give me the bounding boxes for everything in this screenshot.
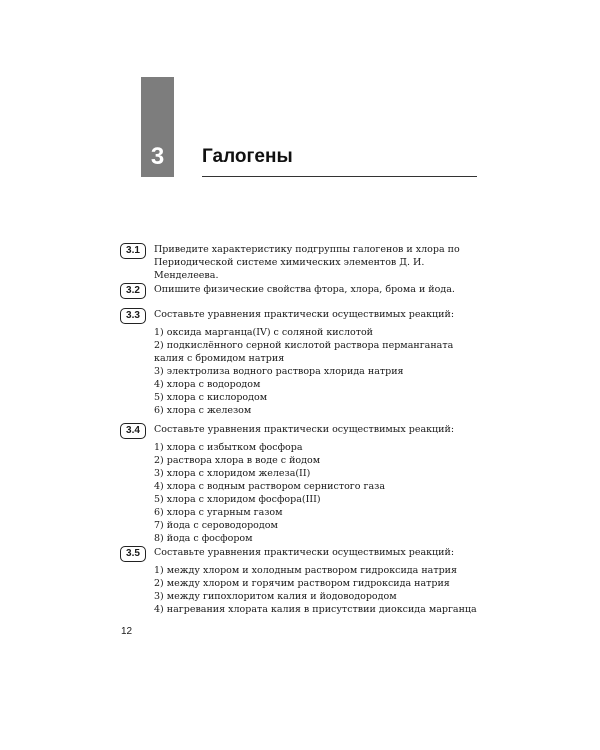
list-item: 4) нагревания хлората калия в присутствии диоксида марганца — [154, 604, 477, 615]
list-item: 7) йода с сероводородом — [154, 520, 278, 531]
reaction-list — [154, 326, 484, 417]
task-statement: Опишите физические свойства фтора, хлора, брома и йода. — [154, 284, 455, 295]
list-item: 2) между хлором и горячим раствором гидроксида натрия — [154, 578, 450, 589]
list-item: 8) йода с фосфором — [154, 533, 253, 544]
reaction-list — [154, 564, 484, 616]
task-number-badge: 3.3 — [120, 308, 146, 324]
list-item: 2) раствора хлора в воде с йодом — [154, 455, 321, 466]
task-statement: Составьте уравнения практически осуществимых реакций: — [154, 547, 455, 558]
list-item: 1) хлора с избытком фосфора — [154, 442, 303, 453]
title-underline — [202, 176, 477, 177]
list-item: 4) хлора с водным раствором сернистого газа — [154, 481, 385, 492]
list-item: 6) хлора с железом — [154, 405, 252, 416]
list-item: 3) электролиза водного раствора хлорида натрия — [154, 366, 404, 377]
page-number: 12 — [121, 626, 133, 637]
chapter-title: Галогены — [202, 146, 293, 167]
list-item: 5) хлора с кислородом — [154, 392, 268, 403]
list-item: 1) оксида марганца(IV) с соляной кислотой — [154, 327, 374, 338]
list-item: 1) между хлором и холодным раствором гидроксида натрия — [154, 565, 457, 576]
list-item: 6) хлора с угарным газом — [154, 507, 283, 518]
list-item: 3) хлора с хлоридом железа(II) — [154, 468, 311, 479]
list-item: 5) хлора с хлоридом фосфора(III) — [154, 494, 321, 505]
task-statement: Приведите характеристику подгруппы галогенов и хлора по Периодической системе химических элементов Д. И. Менделеева. — [154, 244, 460, 281]
task-number-badge: 3.2 — [120, 283, 146, 299]
list-item: 2) подкислённого серной кислотой раствора перманганата калия с бромидом натрия — [154, 340, 454, 364]
chapter-number: 3 — [150, 143, 165, 170]
list-item: 4) хлора с водородом — [154, 379, 261, 390]
task-number-badge: 3.1 — [120, 243, 146, 259]
task-statement: Составьте уравнения практически осуществимых реакций: — [154, 424, 455, 435]
task-number-badge: 3.4 — [120, 423, 146, 439]
task-statement: Составьте уравнения практически осуществимых реакций: — [154, 309, 455, 320]
task-number-badge: 3.5 — [120, 546, 146, 562]
list-item: 3) между гипохлоритом калия и йодоводородом — [154, 591, 397, 602]
reaction-list — [154, 441, 484, 545]
